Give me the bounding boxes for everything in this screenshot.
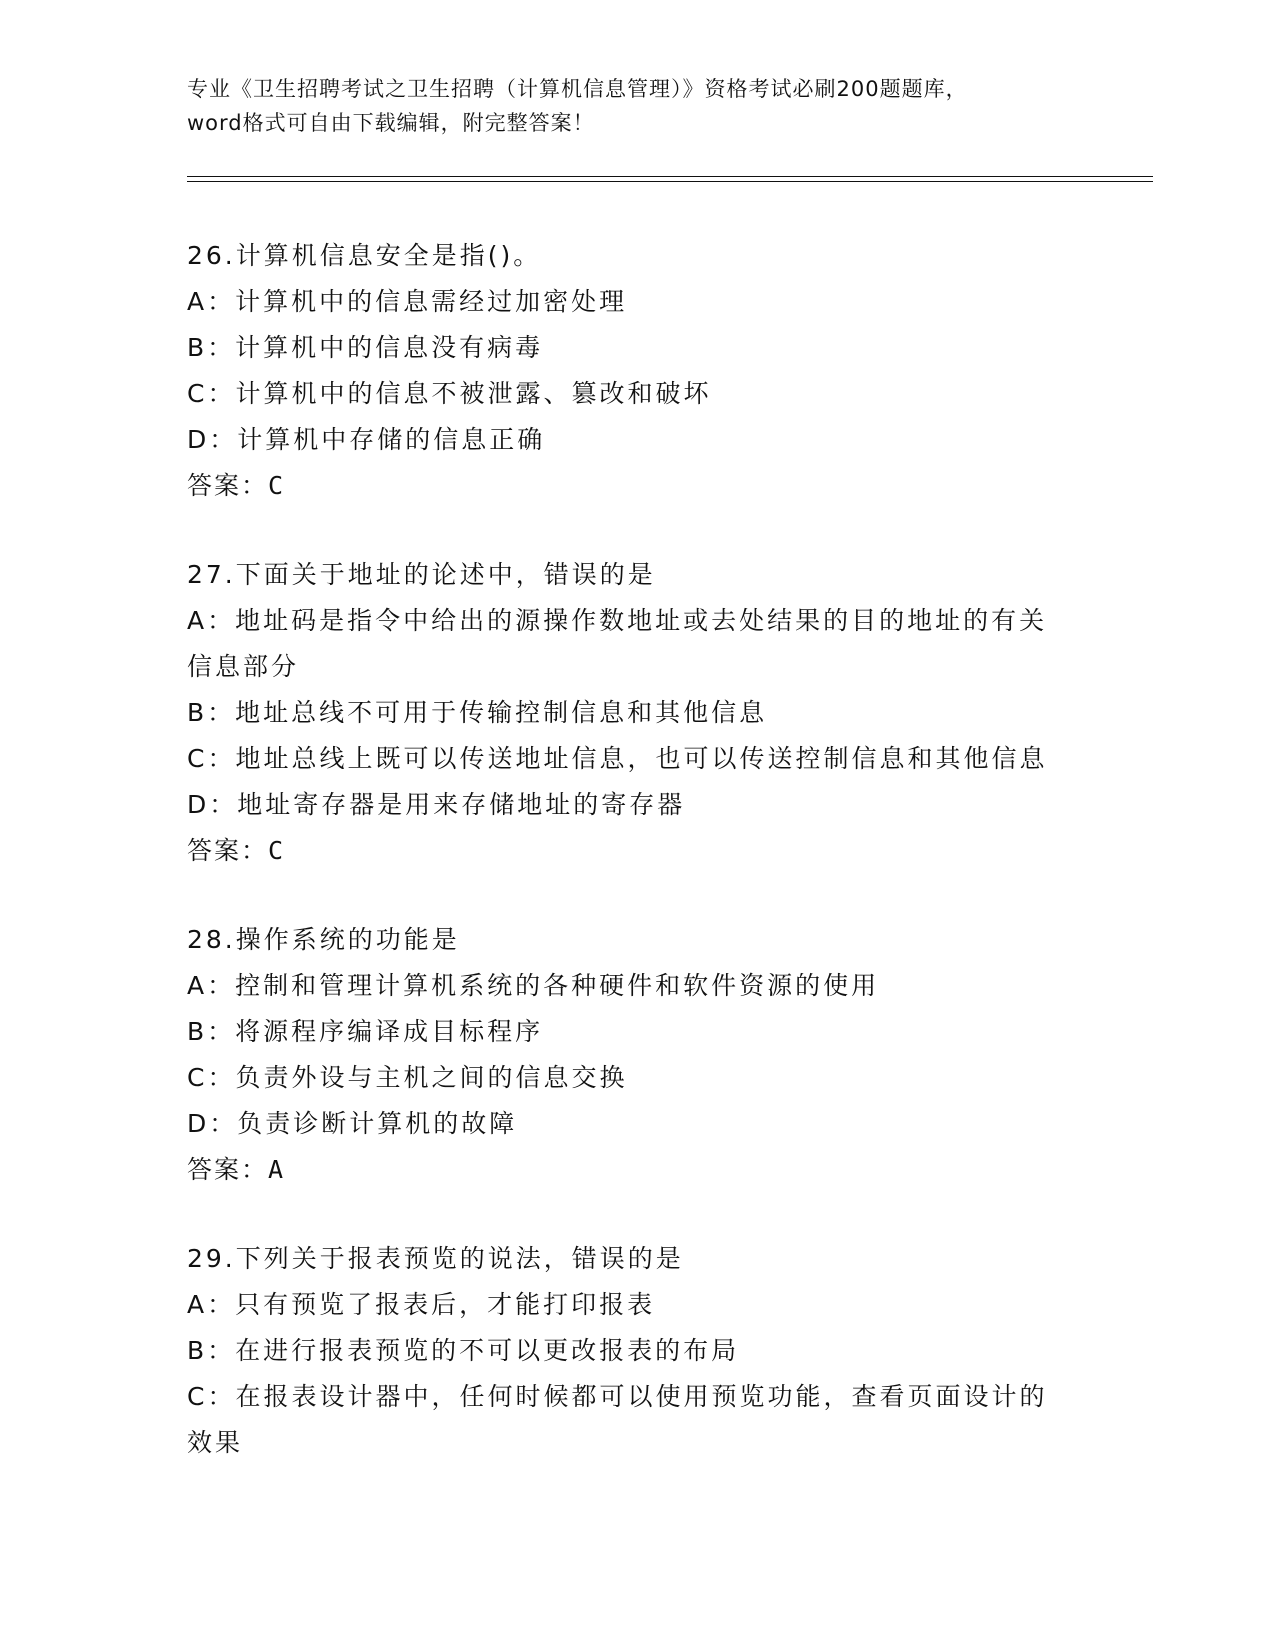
question-option: C：计算机中的信息不被泄露、篡改和破坏 bbox=[187, 379, 712, 408]
question-list bbox=[187, 233, 1087, 1466]
question-option: B：计算机中的信息没有病毒 bbox=[187, 333, 544, 362]
question-option: 效果 bbox=[187, 1428, 244, 1457]
document-header bbox=[187, 72, 1087, 140]
answer-line bbox=[187, 828, 1087, 874]
question-option: D：负责诊断计算机的故障 bbox=[187, 1109, 518, 1138]
question-option: D：计算机中存储的信息正确 bbox=[187, 425, 546, 454]
answer-value: A bbox=[268, 1155, 284, 1184]
answer-line bbox=[187, 1147, 1087, 1193]
question-option: A：计算机中的信息需经过加密处理 bbox=[187, 287, 628, 316]
question-option: A：控制和管理计算机系统的各种硬件和软件资源的使用 bbox=[187, 971, 880, 1000]
answer-label: 答案： bbox=[187, 471, 269, 500]
answer-line bbox=[187, 463, 1087, 509]
question-option: A：只有预览了报表后，才能打印报表 bbox=[187, 1290, 656, 1319]
question-option: A：地址码是指令中给出的源操作数地址或去处结果的目的地址的有关 bbox=[187, 606, 1048, 635]
answer-label: 答案： bbox=[187, 1155, 269, 1184]
question-option: B：在进行报表预览的不可以更改报表的布局 bbox=[187, 1336, 740, 1365]
header-divider-bottom bbox=[187, 181, 1153, 182]
question-option: C：在报表设计器中，任何时候都可以使用预览功能，查看页面设计的 bbox=[187, 1382, 1048, 1411]
header-divider-top bbox=[187, 176, 1153, 177]
question-stem: 29.下列关于报表预览的说法，错误的是 bbox=[187, 1244, 684, 1273]
answer-label: 答案： bbox=[187, 836, 269, 865]
question-block bbox=[187, 233, 1087, 509]
question-option: C：地址总线上既可以传送地址信息，也可以传送控制信息和其他信息 bbox=[187, 744, 1048, 773]
question-block bbox=[187, 552, 1087, 874]
question-option: B：地址总线不可用于传输控制信息和其他信息 bbox=[187, 698, 768, 727]
question-option: 信息部分 bbox=[187, 652, 300, 681]
header-line-2: word格式可自由下载编辑，附完整答案！ bbox=[187, 111, 595, 135]
question-option: C：负责外设与主机之间的信息交换 bbox=[187, 1063, 628, 1092]
answer-value: C bbox=[268, 471, 284, 500]
question-block bbox=[187, 917, 1087, 1193]
question-option: D：地址寄存器是用来存储地址的寄存器 bbox=[187, 790, 686, 819]
question-block bbox=[187, 1236, 1087, 1466]
question-option: B：将源程序编译成目标程序 bbox=[187, 1017, 544, 1046]
question-stem: 27.下面关于地址的论述中，错误的是 bbox=[187, 560, 656, 589]
question-stem: 26.计算机信息安全是指()。 bbox=[187, 241, 542, 270]
question-stem: 28.操作系统的功能是 bbox=[187, 925, 460, 954]
answer-value: C bbox=[268, 836, 284, 865]
header-line-1: 专业《卫生招聘考试之卫生招聘（计算机信息管理）》资格考试必刷200题题库， bbox=[187, 77, 968, 101]
